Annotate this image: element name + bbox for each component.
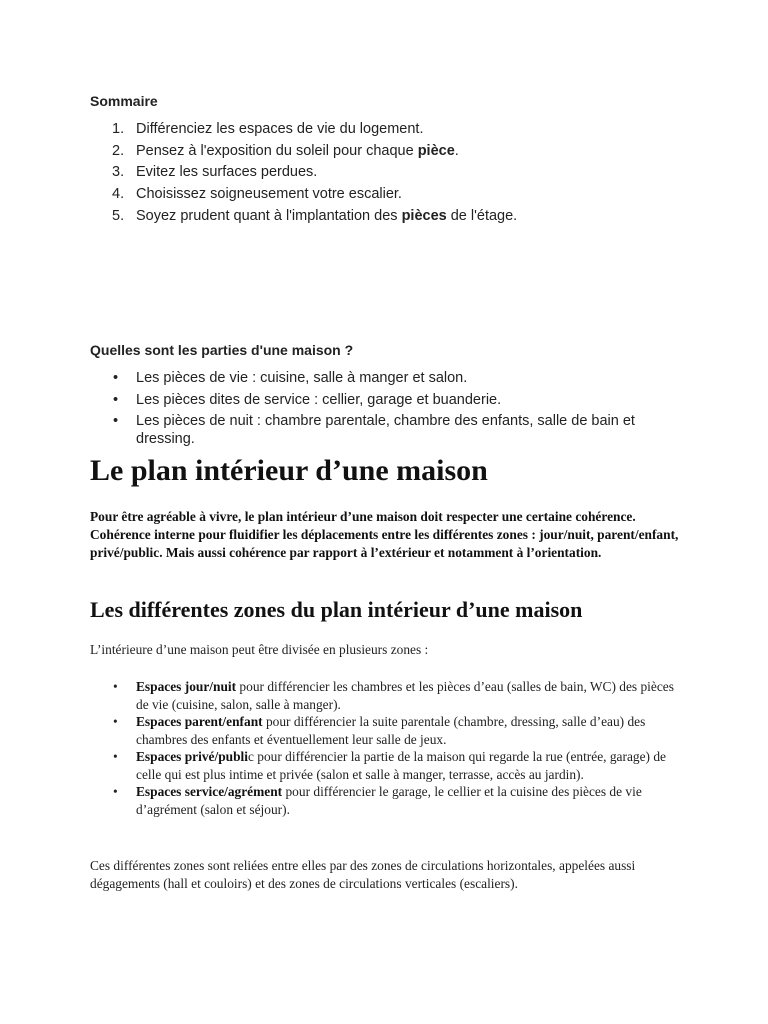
sommaire-heading: Sommaire [90, 93, 158, 109]
sommaire-item-text: Soyez prudent quant à l'implantation des [136, 207, 402, 224]
zone-item-title: Espaces privé/publi [136, 749, 248, 764]
list-number: 5. [112, 207, 125, 224]
sommaire-item-bold: pièces [401, 207, 447, 224]
bullet-icon: • [113, 391, 119, 408]
sommaire-item-after: . [454, 142, 459, 159]
parties-heading: Quelles sont les parties d'une maison ? [90, 342, 354, 358]
sommaire-item-text: Choisissez soigneusement votre escalier. [136, 186, 402, 203]
list-item [90, 412, 690, 448]
list-item-text: Les pièces dites de service : cellier, garage et buanderie. [136, 391, 502, 408]
zone-item [90, 783, 681, 818]
article-intro: Pour être agréable à vivre, le plan intérieur d’une maison doit respecter une certaine cohérence. Cohérence interne pour fluidifier les déplacements entre les différentes zones : jour/nuit, parent/enfant, privé/public. Mais aussi cohérence par rapport à l’extérieur et notamment à l’orientation. [90, 509, 679, 560]
zone-item-title: Espaces service/agrément [136, 784, 283, 799]
sommaire-item [90, 206, 690, 228]
list-item [90, 369, 690, 387]
sommaire-item [90, 184, 690, 206]
zones-list [90, 678, 690, 818]
article-title: Le plan intérieur d’une maison [90, 454, 488, 487]
sommaire-item-bold: pièce [417, 142, 455, 159]
list-number: 2. [112, 142, 125, 159]
bullet-icon: • [113, 370, 119, 386]
closing-paragraph: Ces différentes zones sont reliées entre elles par des zones de circulations horizontales, appelées aussi dégagements (hall et couloirs) et des zones de circulations verticales (escaliers). [90, 858, 636, 891]
bullet-icon: • [113, 413, 119, 429]
zone-item [90, 748, 681, 783]
sommaire-item-text: Différenciez les espaces de vie du logement. [136, 121, 424, 137]
bullet-icon: • [113, 784, 118, 799]
list-item-text: Les pièces de nuit : chambre parentale, chambre des enfants, salle de bain et dressing. [136, 413, 635, 447]
zone-item-text: pour différencier le garage, le cellier et la cuisine des pièces de vie d’agrément (salon et séjour). [136, 784, 642, 817]
bullet-icon: • [113, 749, 118, 764]
sommaire-item [90, 141, 690, 163]
bullet-icon: • [113, 679, 118, 694]
zone-item [90, 713, 681, 748]
zone-item-title: Espaces parent/enfant [136, 714, 263, 729]
bullet-icon: • [113, 714, 118, 729]
sommaire-item [90, 162, 690, 184]
zone-item-text: pour différencier les chambres et les pièces d’eau (salles de bain, WC) des pièces de vie (cuisine, salon, salle à manger). [136, 679, 674, 712]
zone-item [90, 678, 681, 713]
parties-list [90, 369, 690, 452]
sommaire-item-after: de l'étage. [446, 207, 518, 224]
list-item [90, 391, 690, 409]
zone-item-text: pour différencier la suite parentale (chambre, dressing, salle d’eau) des chambres des enfants et éventuellement leur salle de jeux. [136, 714, 646, 747]
section-title: Les différentes zones du plan intérieur d’une maison [90, 597, 583, 622]
list-number: 1. [112, 121, 125, 137]
list-number: 3. [112, 164, 125, 181]
sommaire-item-text: Pensez à l'exposition du soleil pour chaque [136, 142, 418, 159]
sommaire-list [90, 119, 690, 227]
zones-intro: L’intérieure d’une maison peut être divisée en plusieurs zones : [90, 642, 429, 657]
zone-item-title: Espaces jour/nuit [136, 679, 237, 694]
sommaire-item [90, 119, 690, 141]
list-item-text: Les pièces de vie : cuisine, salle à manger et salon. [136, 370, 468, 386]
list-number: 4. [112, 186, 125, 203]
sommaire-item-text: Evitez les surfaces perdues. [136, 164, 318, 181]
zone-item-text: c pour différencier la partie de la maison qui regarde la rue (entrée, garage) de celle qui est plus intime et privée (salon et salle à manger, terrasse, accès au jardin). [136, 749, 666, 782]
